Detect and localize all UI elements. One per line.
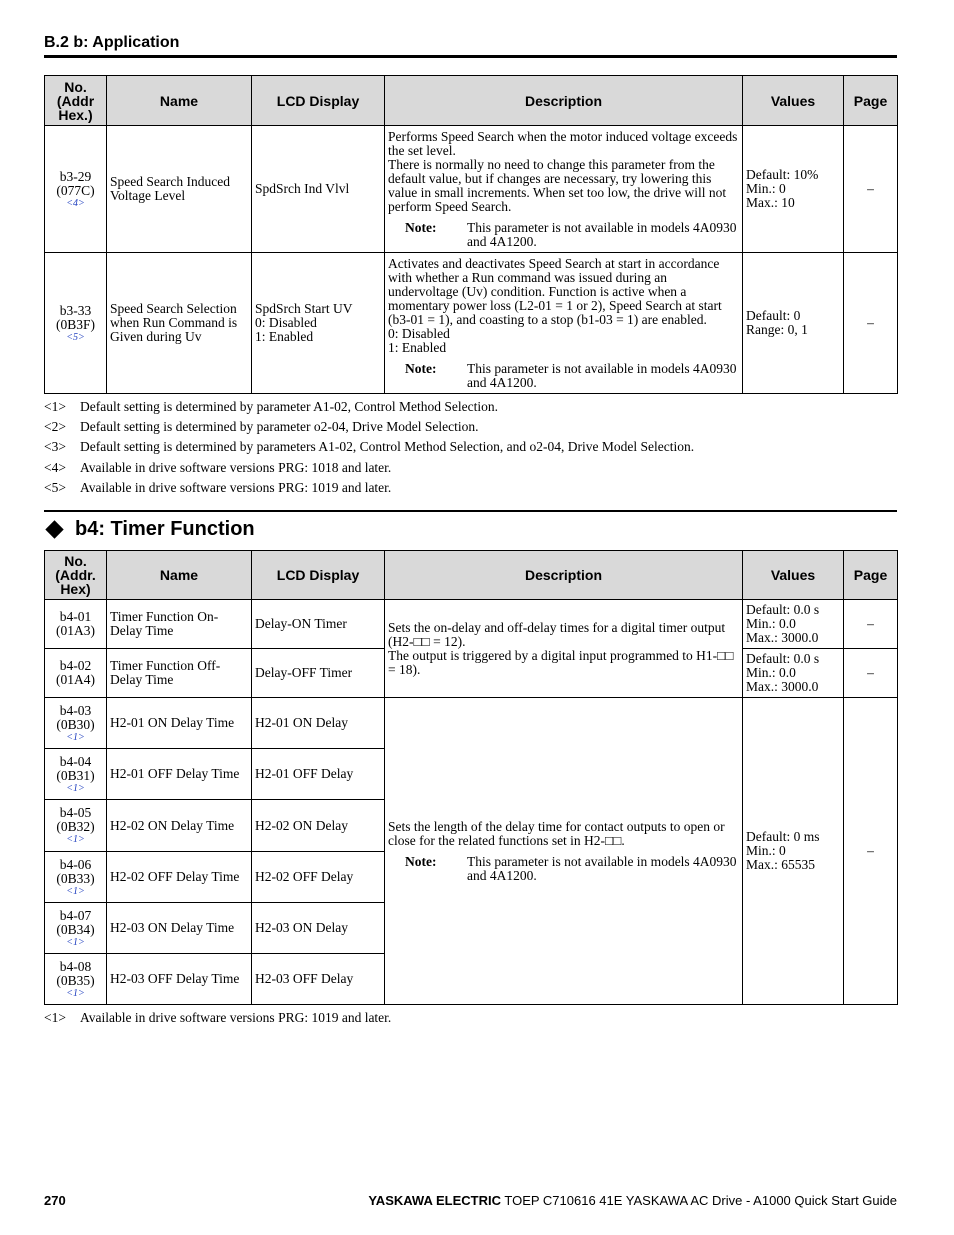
param-name: H2-03 OFF Delay Time [107, 954, 252, 1005]
section-header [44, 33, 897, 58]
section-title: B.2 b: Application [44, 34, 180, 51]
page-ref: – [844, 126, 898, 253]
footnote-ref-link[interactable]: <1> [66, 731, 85, 743]
param-values: Default: 0 Range: 0, 1 [743, 253, 844, 394]
lcd-display: Delay-OFF Timer [252, 649, 385, 698]
footnote [44, 458, 904, 478]
lcd-display: Delay-ON Timer [252, 600, 385, 649]
param-name: Speed Search Induced Voltage Level [107, 126, 252, 253]
param-address: (01A3) [56, 623, 95, 638]
param-address: (0B3F) [55, 316, 95, 332]
lcd-display: H2-02 ON Delay [252, 800, 385, 852]
lcd-display: SpdSrch Ind Vlvl [252, 126, 385, 253]
param-address: (0B31) [56, 767, 95, 783]
note-label: Note: [405, 360, 437, 376]
param-number: b4-06 [59, 856, 92, 872]
page-number: 270 [44, 1193, 66, 1208]
param-description: Performs Speed Search when the motor induced voltage exceeds the set level. There is normally no need to change this parameter from the default value, but if changes are necessary, try lowering this value in small increments. When set too low, the drive will not perform Speed Search. [388, 128, 738, 214]
header-values: Values [743, 551, 844, 600]
note-label: Note: [405, 219, 437, 235]
footnote-ref-link[interactable]: <4> [66, 197, 85, 209]
footnote [44, 417, 904, 437]
param-number: b4-07 [59, 907, 92, 923]
page-ref: – [844, 600, 898, 649]
footnote-text: Available in drive software versions PRG: 1019 and later. [80, 1010, 392, 1025]
param-values: Default: 0.0 s Min.: 0.0 Max.: 3000.0 [743, 600, 844, 649]
header-name: Name [107, 76, 252, 126]
note [388, 855, 739, 883]
param-number: b3-29 [59, 168, 92, 184]
header-description: Description [385, 76, 743, 126]
page-ref: – [844, 649, 898, 698]
param-description-cell [385, 126, 743, 253]
page-ref: – [844, 698, 898, 1005]
param-address: (0B35) [56, 972, 95, 988]
param-address: (0B30) [56, 716, 95, 732]
table-row [45, 253, 898, 394]
lcd-display: H2-03 OFF Delay [252, 954, 385, 1005]
header-page: Page [844, 76, 898, 126]
header-description: Description [385, 551, 743, 600]
section-rule [44, 55, 897, 58]
param-values: Default: 10% Min.: 0 Max.: 10 [743, 126, 844, 253]
timer-description: Sets the on-delay and off-delay times for a digital timer output (H2-□□ = 12). The output is triggered by a digital input programmed to H1-□□ = 18). [388, 619, 734, 677]
param-number-cell [45, 698, 107, 749]
param-number: b4-01 [59, 609, 92, 624]
footnotes-b3 [44, 397, 904, 498]
footnote-key: <1> [44, 1010, 66, 1025]
param-description: Activates and deactivates Speed Search at start in accordance with whether a Run command was issued during an undervoltage (Uv) condition. Function is active when a momentary power loss (L2-01 = 1 or 2), Speed Search at start (b3-01 = 1), and coasting to a stop (b1-03 = 1) are enabled. 0: Disabled 1: Enabled [388, 255, 722, 355]
diamond-bullet-icon [45, 520, 63, 538]
param-number-cell [45, 649, 107, 698]
footnote-key: <3> [44, 439, 66, 455]
page-ref: – [844, 253, 898, 394]
note [388, 362, 739, 390]
param-values: Default: 0.0 s Min.: 0.0 Max.: 3000.0 [743, 649, 844, 698]
header-name: Name [107, 551, 252, 600]
param-number: b4-02 [59, 658, 92, 673]
footnote-text: Default setting is determined by parameters A1-02, Control Method Selection, and o2-04, Drive Model Selection. [80, 439, 695, 455]
header-lcd: LCD Display [252, 551, 385, 600]
footnote [44, 1008, 904, 1028]
footnote-text: Available in drive software versions PRG: 1018 and later. [80, 459, 392, 475]
parameter-table-b4 [44, 550, 898, 1005]
footnote-ref-link[interactable]: <1> [66, 885, 85, 897]
header-page: Page [844, 551, 898, 600]
param-number: b4-08 [59, 958, 92, 974]
param-name: H2-02 OFF Delay Time [107, 852, 252, 903]
param-number-cell [45, 800, 107, 852]
param-number-cell [45, 253, 107, 394]
param-name: H2-03 ON Delay Time [107, 903, 252, 954]
lcd-display: H2-01 ON Delay [252, 698, 385, 749]
footnote [44, 478, 904, 498]
contact-description: Sets the length of the delay time for contact outputs to open or close for the related functions set in H2-□□. [388, 818, 725, 848]
parameter-table-b3 [44, 75, 898, 394]
param-name: Timer Function Off-Delay Time [107, 649, 252, 698]
header-no: No. (Addr Hex.) [45, 76, 107, 126]
footnote-text: Default setting is determined by parameter A1-02, Control Method Selection. [80, 399, 499, 414]
footnote-key: <5> [44, 479, 66, 495]
param-number-cell [45, 852, 107, 903]
param-address: (01A4) [56, 672, 95, 687]
table-row [45, 126, 898, 253]
lcd-display: H2-03 ON Delay [252, 903, 385, 954]
footnote-ref-link[interactable]: <1> [66, 782, 85, 794]
param-address: (0B32) [56, 819, 95, 834]
param-name: H2-02 ON Delay Time [107, 800, 252, 852]
note-text: This parameter is not available in models 4A0930 and 4A1200. [467, 360, 737, 390]
table-row [45, 698, 898, 749]
header-lcd: LCD Display [252, 76, 385, 126]
param-address: (0B34) [56, 921, 95, 937]
footer-doc-info [368, 1193, 897, 1208]
page-footer [44, 1193, 897, 1208]
header-no: No. (Addr. Hex) [45, 551, 107, 600]
param-address: (077C) [56, 182, 95, 198]
footer-brand: YASKAWA ELECTRIC [368, 1193, 501, 1208]
param-number: b3-33 [59, 302, 92, 318]
table-row [45, 600, 898, 649]
table-header-row [45, 551, 898, 600]
footnote-key: <1> [44, 399, 66, 414]
footer-doc-title: TOEP C710616 41E YASKAWA AC Drive - A1000 Quick Start Guide [501, 1193, 897, 1208]
footnote-text: Available in drive software versions PRG: 1019 and later. [80, 479, 392, 495]
param-name: Speed Search Selection when Run Command is Given during Uv [107, 253, 252, 394]
param-description [385, 600, 743, 698]
param-description-cell [385, 698, 743, 1005]
note [388, 221, 739, 249]
footnote-ref-link[interactable]: <5> [66, 331, 85, 343]
subsection-rule [44, 510, 897, 512]
param-values: Default: 0 ms Min.: 0 Max.: 65535 [743, 698, 844, 1005]
param-number: b4-04 [59, 753, 92, 769]
lcd-display: H2-02 OFF Delay [252, 852, 385, 903]
footnote [44, 397, 904, 417]
footnote-text: Default setting is determined by parameter o2-04, Drive Model Selection. [80, 419, 479, 435]
footnote-ref-link[interactable]: <1> [66, 987, 85, 999]
footnote-ref-link[interactable]: <1> [66, 936, 85, 948]
footnote-key: <2> [44, 419, 66, 435]
param-number-cell [45, 954, 107, 1005]
param-number-cell [45, 903, 107, 954]
param-number: b4-03 [59, 702, 92, 718]
lcd-display: H2-01 OFF Delay [252, 749, 385, 800]
subsection-title: b4: Timer Function [75, 518, 255, 540]
header-values: Values [743, 76, 844, 126]
param-number-cell [45, 600, 107, 649]
param-description-cell [385, 253, 743, 394]
footnote-key: <4> [44, 459, 66, 475]
param-number-cell [45, 126, 107, 253]
note-label: Note: [405, 853, 437, 869]
lcd-display: SpdSrch Start UV 0: Disabled 1: Enabled [252, 253, 385, 394]
footnote-ref-link[interactable]: <1> [66, 834, 85, 845]
param-address: (0B33) [56, 870, 95, 886]
subsection-heading [44, 510, 897, 542]
note-text: This parameter is not available in models 4A0930 and 4A1200. [467, 853, 737, 883]
param-name: H2-01 ON Delay Time [107, 698, 252, 749]
table-header-row [45, 76, 898, 126]
footnote [44, 437, 904, 457]
note-text: This parameter is not available in models 4A0930 and 4A1200. [467, 219, 737, 249]
footnotes-b4 [44, 1008, 904, 1028]
param-number-cell [45, 749, 107, 800]
param-number: b4-05 [59, 805, 92, 820]
param-name: Timer Function On-Delay Time [107, 600, 252, 649]
param-name: H2-01 OFF Delay Time [107, 749, 252, 800]
